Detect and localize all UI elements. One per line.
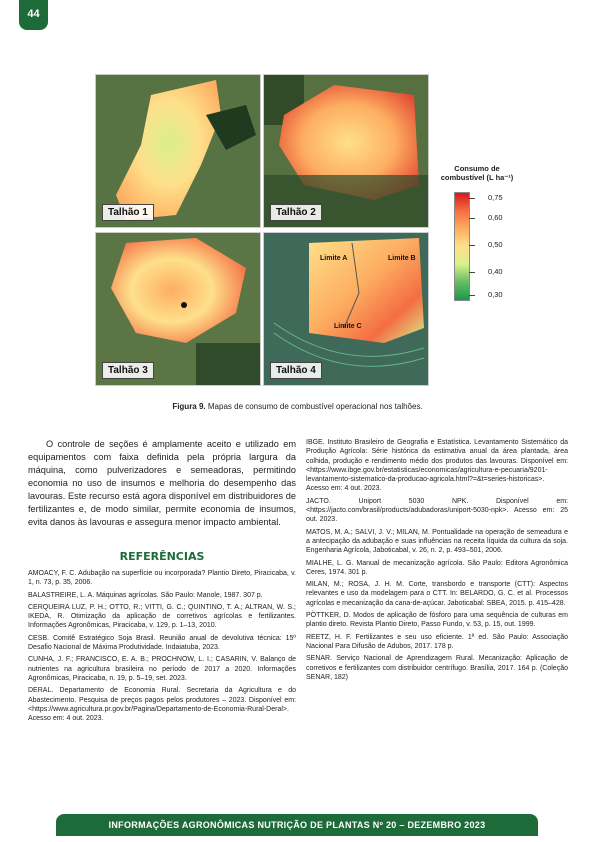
reference-item: MILAN, M.; ROSA, J. H. M. Corte, transbordo e transporte (CTT): Aspectos relevantes e uso da modelagem para o CTT. In: BELARDO, G. C. et al. Processos agrícolas e mecanização da cana-de-açúcar. Jaboticabal: SBEA, 2015. p. 415–428. xyxy=(306,581,568,607)
reference-item: MIALHE, L. G. Manual de mecanização agrícola. São Paulo: Editora Agronômica Ceres, 1974. 301 p. xyxy=(306,559,568,576)
references-title: REFERÊNCIAS xyxy=(119,550,205,563)
legend-title xyxy=(432,164,522,182)
reference-item: AMOACY, F. C. Adubação na superfície ou incorporada? Plantio Direto, Piracicaba, v. 1, n. 73, p. 35, 2006. xyxy=(28,570,296,587)
fuel-consumption-maps xyxy=(95,74,429,386)
legend-title-line2: combustível (L ha⁻¹) xyxy=(440,173,514,182)
map-talhao-3 xyxy=(95,232,261,386)
legend-title-line1: Consumo de xyxy=(454,164,500,173)
reference-item: PÖTTKER, D. Modos de aplicação de fósforo para uma sequência de culturas em plantio direto. Revista Plantio Direto, Passo Fundo, v. 53, p. 15, out. 1999. xyxy=(306,612,568,629)
limit-c-label: Limite C xyxy=(334,323,362,330)
reference-item: JACTO. Uniport 5030 NPK. Disponível em: <https://jacto.com/brasil/products/adubadoras/uniport-5030-npk>. Acesso em: 25 out. 2023. xyxy=(306,497,568,524)
reference-item: CESB. Comitê Estratégico Soja Brasil. Reunião anual de devolutiva técnica: 15º Desafio Nacional de Máxima Produtividade. Indaiatuba, 2023. xyxy=(28,634,296,652)
reference-item: REETZ, H. F. Fertilizantes e seu uso eficiente. 1ª ed. São Paulo: Associação Nacional Para Difusão de Adubos, 2017. 178 p. xyxy=(306,633,568,650)
figure-caption xyxy=(0,402,595,411)
caption-text: Mapas de consumo de combustível operacional nos talhões. xyxy=(205,402,423,411)
reference-item: BALASTREIRE, L. A. Máquinas agrícolas. São Paulo: Manole, 1987. 307 p. xyxy=(28,591,263,599)
reference-item: MATOS, M. A.; SALVI, J. V.; MILAN, M. Pontualidade na operação de semeadura e a antecipação da adubação e suas influências na receita líquida da cultura da soja. Engenharia Agrícola, Jaboticabal, v. 26, n. 2, p. 493–501, 2006. xyxy=(306,528,568,555)
body-paragraph: O controle de seções é amplamente aceito e utilizado em equipamentos com faixa definida pela própria largura da máquina, como pulverizadores e semeadoras, permitindo economia no uso de insumos e melhoria do desempenho das lavouras. Este recurso está agora disponível em distribuidores de fertilizantes e, de modo similar, permite economia de insumos, evita danos às lavouras e assegura menor impacto ambiental. xyxy=(28,439,296,527)
reference-item: DERAL. Departamento de Economia Rural. Secretaria da Agricultura e do Abastecimento. Pesquisa de preços pagos pelos produtores – 2023. Disponível em: <https://www.agricultura.pr.gov.br/Pagina/Departamento-de-Economia-Rural-Deral>. Acesso em: 4 out. 2023. xyxy=(28,687,296,723)
legend-tick: 0,60 xyxy=(488,213,503,222)
footer-banner: INFORMAÇÕES AGRONÔMICAS NUTRIÇÃO DE PLANTAS Nº 20 – DEZEMBRO 2023 xyxy=(56,814,538,836)
map-3-label: Talhão 3 xyxy=(102,362,154,379)
references-left-column xyxy=(28,569,296,726)
legend-tick: 0,75 xyxy=(488,193,503,202)
reference-item: IBGE. Instituto Brasileiro de Geografia e Estatística. Levantamento Sistemático da Produção Agrícola: Série histórica da estimativa anual da área plantada, área colhida, produção e rendimento médio dos produtos das lavouras. Disponível em: <https://www.ibge.gov.br/estatisticas/economicas/agricultura-e-pecuaria/9201-levantamento-sistematico-da-producao-agricola.html?=&t=series-historicas>. Acesso em: 4 out. 2023. xyxy=(306,439,568,493)
map-talhao-1 xyxy=(95,74,261,228)
caption-label: Figura 9. xyxy=(172,402,206,411)
color-legend xyxy=(432,164,522,304)
map-talhao-4 xyxy=(263,232,429,386)
page-number: 44 xyxy=(19,0,48,30)
reference-item: CUNHA, J. F.; FRANCISCO, E. A. B.; PROCHNOW, L. I.; CASARIN, V. Balanço de nutrientes na agricultura brasileira no período de 2017 a 2020. Informações Agronômicas, Piracicaba, n. 19, p. 5–19, set. 2023. xyxy=(28,656,296,682)
map-talhao-2 xyxy=(263,74,429,228)
map-2-label: Talhão 2 xyxy=(270,204,322,221)
legend-color-bar xyxy=(454,192,470,301)
legend-tick: 0,40 xyxy=(488,267,503,276)
map-4-label: Talhão 4 xyxy=(270,362,322,379)
references-right-column xyxy=(306,438,568,685)
map-1-label: Talhão 1 xyxy=(102,204,154,221)
reference-item: CERQUEIRA LUZ, P. H.; OTTO, R.; VITTI, G. C.; QUINTINO, T. A.; ALTRAN, W. S.; IKEDA, R. Otimização da aplicação de corretivos agrícolas e fertilizantes. Informações Agronômicas, Piracicaba, v. 129, p. 1–13, 2010. xyxy=(28,603,296,630)
limit-b-label: Limite B xyxy=(388,255,416,262)
legend-tick: 0,50 xyxy=(488,240,503,249)
legend-tick: 0,30 xyxy=(488,290,503,299)
limit-a-label: Limite A xyxy=(320,255,348,262)
reference-item: SENAR. Serviço Nacional de Aprendizagem Rural. Mecanização: Aplicação de corretivos e fertilizantes com distribuidor centrífugo. Brasília, 2017. 164 p. (Coleção SENAR, 182) xyxy=(306,655,568,681)
